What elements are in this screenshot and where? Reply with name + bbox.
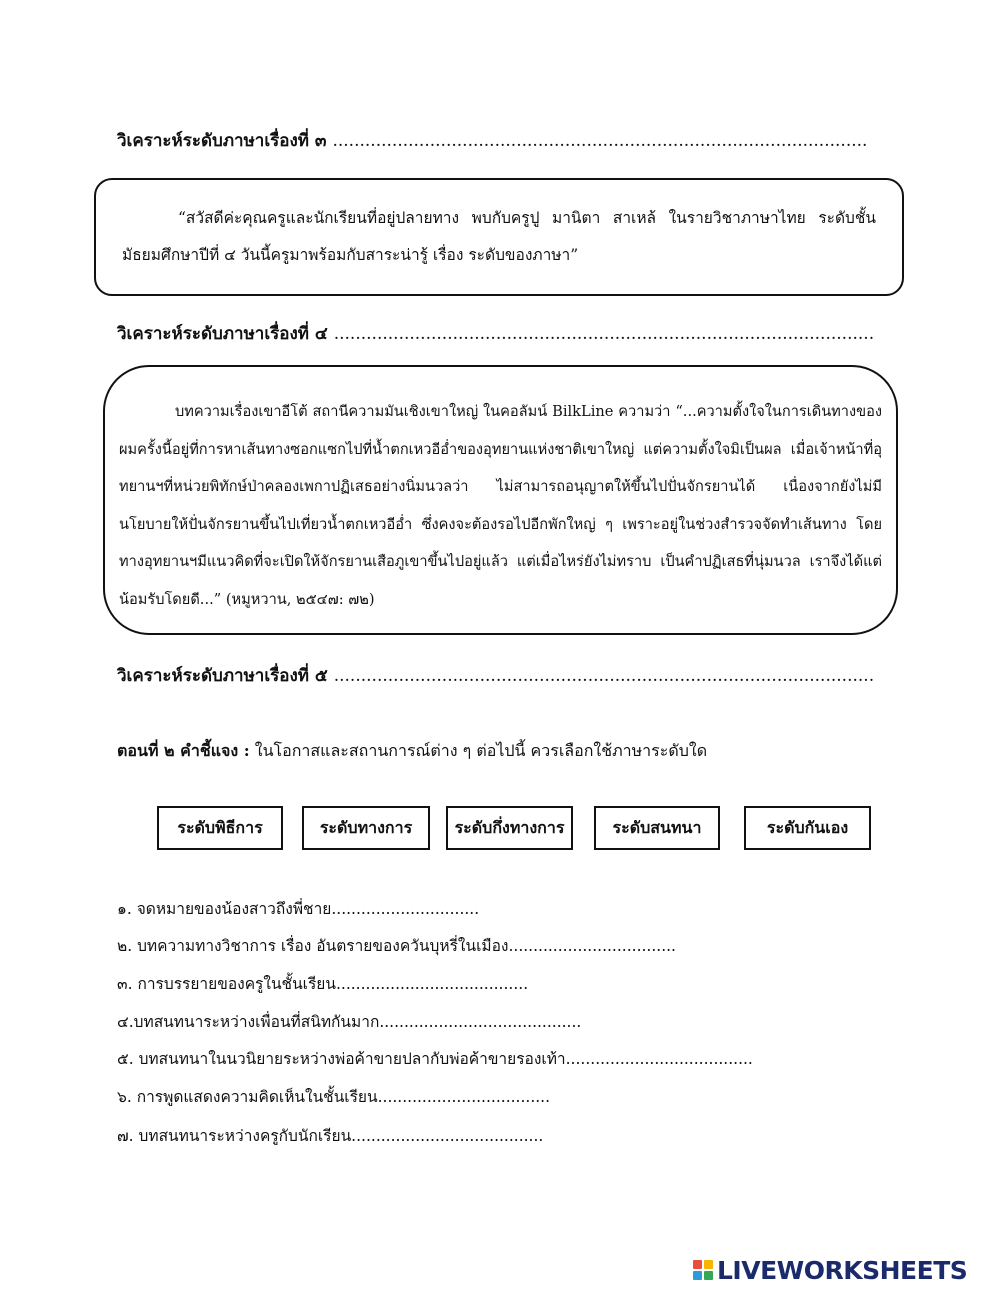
analysis-heading-5 <box>117 662 874 689</box>
logo-square-yellow <box>704 1260 713 1269</box>
liveworksheets-logo <box>693 1254 993 1286</box>
logo-square-blue <box>693 1271 702 1280</box>
heading-label: วิเคราะห์ระดับภาษาเรื่องที่ ๕ <box>117 666 328 686</box>
question-item-1[interactable]: ๑. จดหมายของน้องสาวถึงพี่ชาย.............................. <box>117 900 480 918</box>
question-item-2[interactable]: ๒. บทความทางวิชาการ เรื่อง อันตรายของควันบุหรี่ในเมือง.................................. <box>117 937 676 955</box>
question-item-7[interactable]: ๗. บทสนทนาระหว่างครูกับนักเรียน....................................... <box>117 1127 544 1145</box>
logo-text: LIVEWORKSHEETS <box>717 1255 968 1285</box>
quote-text-2 <box>119 393 882 618</box>
part2-instruction-text: ในโอกาสและสถานการณ์ต่าง ๆ ต่อไปนี้ ควรเลือกใช้ภาษาระดับใด <box>249 741 708 760</box>
question-item-4[interactable]: ๔.บทสนทนาระหว่างเพื่อนที่สนิทกันมาก......................................... <box>117 1013 582 1031</box>
quote-text-1 <box>122 200 876 274</box>
answer-blank-4[interactable]: .................................................................................................... <box>333 324 875 344</box>
question-item-3[interactable]: ๓. การบรรยายของครูในชั้นเรียน....................................... <box>117 975 529 993</box>
level-box-ceremonial[interactable]: ระดับพิธีการ <box>157 806 283 850</box>
logo-square-green <box>704 1271 713 1280</box>
analysis-heading-3 <box>117 127 867 154</box>
level-box-formal[interactable]: ระดับทางการ <box>302 806 430 850</box>
quote-box-2 <box>103 365 898 635</box>
level-box-conversational[interactable]: ระดับสนทนา <box>594 806 720 850</box>
quote-box-1 <box>94 178 904 296</box>
level-box-semiformal[interactable]: ระดับกึ่งทางการ <box>446 806 573 850</box>
analysis-heading-4 <box>117 320 874 347</box>
heading-label: วิเคราะห์ระดับภาษาเรื่องที่ ๔ <box>117 324 328 344</box>
question-item-6[interactable]: ๖. การพูดแสดงความคิดเห็นในชั้นเรียน................................... <box>117 1088 551 1106</box>
answer-blank-3[interactable]: ................................................................................................... <box>332 131 868 151</box>
logo-square-red <box>693 1260 702 1269</box>
quote-body-2: บทความเรื่องเขาอีโต้ สถานีความมันเชิงเขาใหญ่ ในคอลัมน์ BilkLine ความว่า “...ความตั้งใจในการเดินทางของผมครั้งนี้อยู่ที่การหาเส้นทางซอกแซกไปที่น้ำตกเหวอีอ่ำของอุทยานแห่งชาติเขาใหญ่ แต่ความตั้งใจมิเป็นผล เมื่อเจ้าหน้าที่อุทยานฯที่หน่วยพิทักษ์ป่าคลองเพกาปฏิเสธอย่างนิ่มนวลว่า ไม่สามารถอนุญาตให้ขึ้นไปปั่นจักรยานได้ เนื่องจากยังไม่มีนโยบายให้ปั่นจักรยานขึ้นไปเที่ยวน้ำตกเหวอีอ่ำ ซึ่งคงจะต้องรอไปอีกพักใหญ่ ๆ เพราะอยู่ในช่วงสำรวจจัดทำเส้นทาง โดยทางอุทยานฯมีแนวคิดที่จะเปิดให้จักรยานเสือภูเขาขึ้นไปอยู่แล้ว แต่เมื่อไหร่ยังไม่ทราบ เป็นคำปฏิเสธที่นุ่มนวล เราจึงได้แต่น้อมรับโดยดี...” (หมูหวาน, ๒๕๔๗: ๗๒) <box>119 403 882 608</box>
part2-instruction <box>117 739 707 764</box>
quote-body-1: “สวัสดีค่ะคุณครูและนักเรียนที่อยู่ปลายทาง พบกับครูปู มานิตา สาเหล้ ในรายวิชาภาษาไทย ระดับชั้นมัธยมศึกษาปีที่ ๔ วันนี้ครูมาพร้อมกับสาระน่ารู้ เรื่อง ระดับของภาษา” <box>122 209 876 264</box>
logo-mark-icon <box>693 1260 713 1280</box>
heading-label: วิเคราะห์ระดับภาษาเรื่องที่ ๓ <box>117 131 327 151</box>
level-box-casual[interactable]: ระดับกันเอง <box>744 806 871 850</box>
part2-label: ตอนที่ ๒ คำชี้แจง : <box>117 741 250 760</box>
question-item-5[interactable]: ๕. บทสนทนาในนวนิยายระหว่างพ่อค้าขายปลากับพ่อค้าขายรองเท้า...................................... <box>117 1050 753 1068</box>
answer-blank-5[interactable]: .................................................................................................... <box>333 666 875 686</box>
